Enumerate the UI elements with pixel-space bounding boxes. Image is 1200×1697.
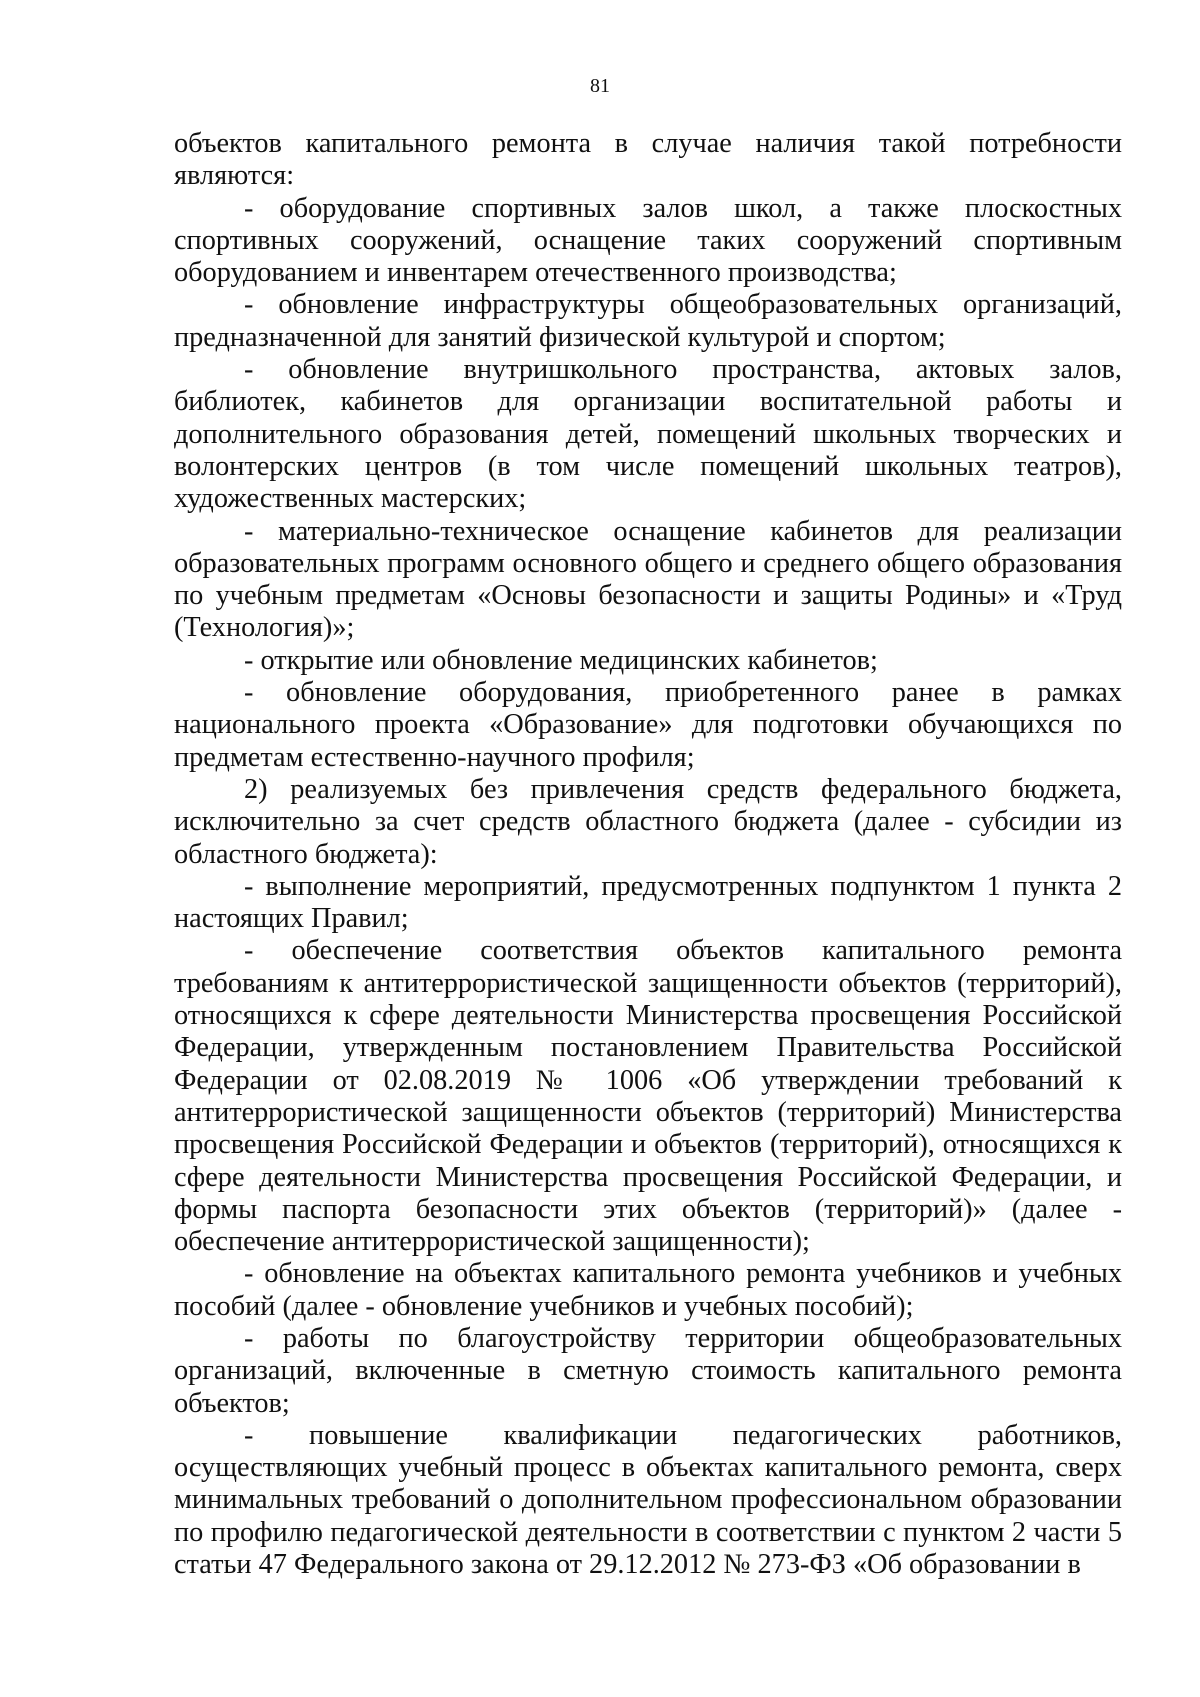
paragraph-list-item: - открытие или обновление медицинских кабинетов; (244, 644, 878, 676)
paragraph-list-item: - материально-техническое оснащение кабинетов для реализации образовательных программ основного общего и среднего общего образования по учебным предметам «Основы безопасности и защиты Родины» и «Труд (Технология)»; (174, 515, 1122, 644)
paragraph-list-item: - обновление инфраструктуры общеобразовательных организаций, предназначенной для занятий физической культурой и спортом; (174, 289, 1122, 353)
paragraph-list-item: - повышение квалификации педагогических работников, осуществляющих учебный процесс в объектах капитального ремонта, сверх минимальных требований о дополнительном профессиональном образовании по профилю педагогической деятельности в соответствии с пунктом 2 части 5 статьи 47 Федерального закона от 29.12.2012 № 273-ФЗ «Об образовании в (174, 1419, 1122, 1581)
page-number: 81 (590, 75, 610, 97)
paragraph-intro: объектов капитального ремонта в случае наличия такой потребности являются: (174, 128, 1122, 192)
document-body (174, 128, 1122, 1581)
paragraph-list-item: - работы по благоустройству территории общеобразовательных организаций, включенные в сметную стоимость капитального ремонта объектов; (174, 1322, 1122, 1419)
paragraph-list-item: - обновление оборудования, приобретенного ранее в рамках национального проекта «Образование» для подготовки обучающихся по предметам естественно-научного профиля; (174, 677, 1122, 773)
paragraph-list-item: - обновление на объектах капитального ремонта учебников и учебных пособий (далее - обновление учебников и учебных пособий); (174, 1258, 1122, 1322)
paragraph-list-item: - оборудование спортивных залов школ, а также плоскостных спортивных сооружений, оснащение таких сооружений спортивным оборудованием и инвентарем отечественного производства; (174, 192, 1122, 289)
paragraph-subpoint: 2) реализуемых без привлечения средств федерального бюджета, исключительно за счет средств областного бюджета (далее - субсидии из областного бюджета): (174, 773, 1122, 870)
paragraph-list-item: - обеспечение соответствия объектов капитального ремонта требованиям к антитеррористической защищенности объектов (территорий), относящихся к сфере деятельности Министерства просвещения Российской Федерации, утвержденным постановлением Правительства Российской Федерации от 02.08.2019 № 1006 «Об утверждении требований к антитеррористической защищенности объектов (территорий) Министерства просвещения Российской Федерации и объектов (территорий), относящихся к сфере деятельности Министерства просвещения Российской Федерации, и формы паспорта безопасности этих объектов (территорий)» (далее - обеспечение антитеррористической защищенности); (174, 935, 1122, 1258)
paragraph-list-item: - обновление внутришкольного пространства, актовых залов, библиотек, кабинетов для организации воспитательной работы и дополнительного образования детей, помещений школьных творческих и волонтерских центров (в том числе помещений школьных театров), художественных мастерских; (174, 354, 1122, 515)
paragraph-list-item: - выполнение мероприятий, предусмотренных подпунктом 1 пункта 2 настоящих Правил; (174, 870, 1122, 935)
